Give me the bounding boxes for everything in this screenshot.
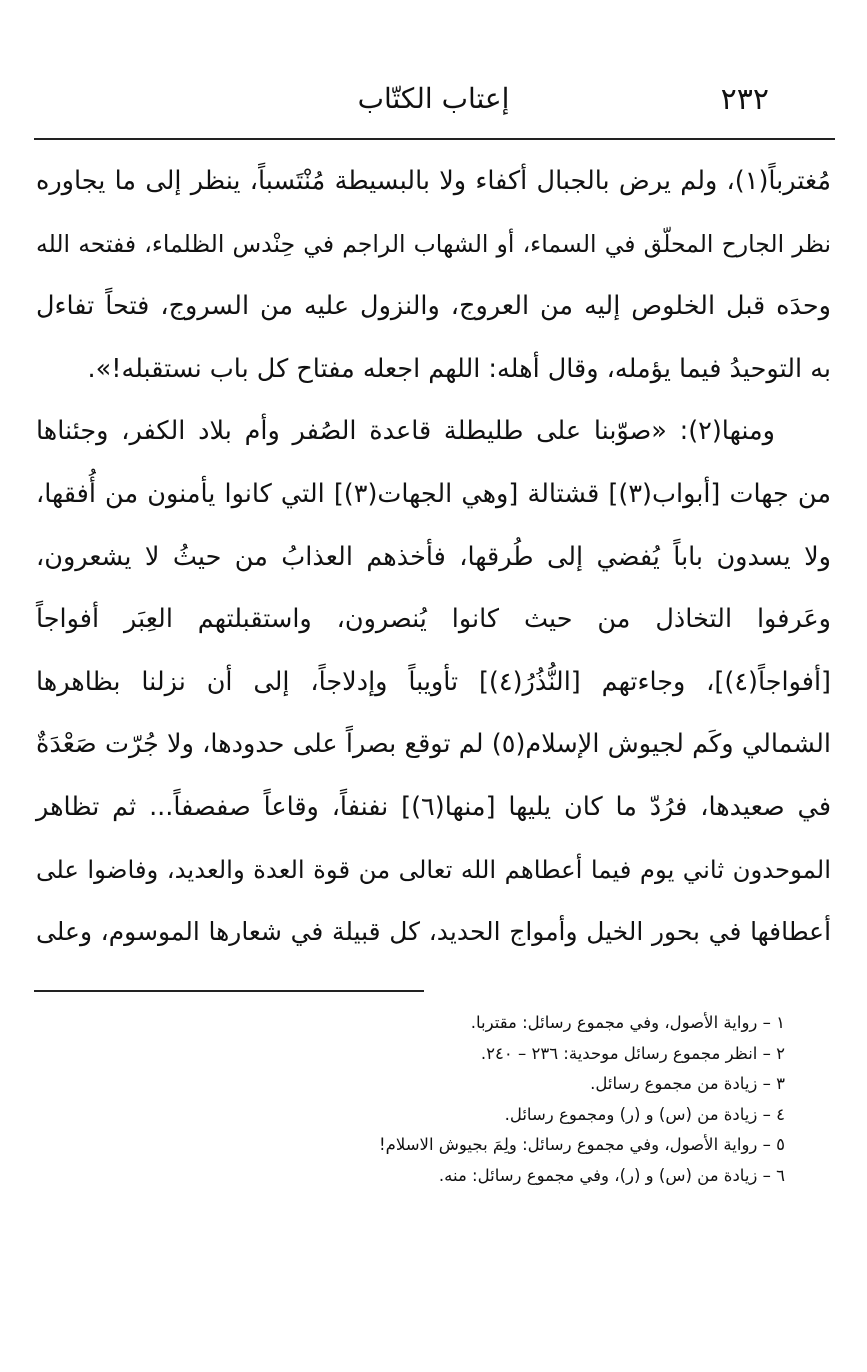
text-line: [أفواجاً(٤)]، وجاءتهم [النُّذُرُ(٤)] تأويباً وإدلاجاً، إلى أن نزلنا بظاهرها [36, 666, 831, 697]
footnote-2: ٢ – انظر مجموع رسائل موحدية: ٢٣٦ – ٢٤٠. [480, 1043, 785, 1063]
text-line: به التوحيدُ فيما يؤمله، وقال أهله: اللهم اجعله مفتاح كل باب نستقبله!». [87, 353, 831, 384]
main-text [36, 150, 831, 964]
footnote-rule [34, 990, 424, 992]
running-title: إعتاب الكتّاب [357, 82, 510, 115]
text-line: وعَرفوا التخاذل من حيث كانوا يُنصرون، واستقبلتهم العِبَر أفواجاً [36, 604, 831, 635]
text-line: ومنها(٢): «صوّبنا على طليطلة قاعدة الصُفر وأم بلاد الكفر، وجئناها [36, 416, 775, 447]
text-line: ولا يسدون باباً يُفضي إلى طُرقها، فأخذهم العذابُ من حيثُ لا يشعرون، [36, 541, 831, 572]
footnote-1: ١ – رواية الأصول، وفي مجموع رسائل: مقتربا. [470, 1013, 785, 1032]
page-number: ٢٣٢ [720, 82, 769, 117]
text-line: في صعيدها، فرُدّ ما كان يليها [منها(٦)] نفنفاً، وقاعاً صفصفاً... ثم تظاهر [36, 791, 832, 822]
footnote-6: ٦ – زيادة من (س) و (ر)، وفي مجموع رسائل: منه. [438, 1165, 785, 1185]
text-line: نظر الجارح المحلّق في السماء، أو الشهاب الراجم في حِنْدس الظلماء، ففتحه الله [36, 229, 831, 258]
text-line: وحدَه قبل الخلوص إليه من العروج، والنزول عليه من السروج، فتحاً تفاءل [36, 291, 831, 322]
footnote-4: ٤ – زيادة من (س) و (ر) ومجموع رسائل. [504, 1104, 785, 1124]
page-header [40, 78, 827, 128]
text-line: من جهات [أبواب(٣)] قشتالة [وهي الجهات(٣)] التي كانوا يأمنون من أُفقها، [36, 478, 831, 509]
text-line: الموحدون ثاني يوم فيما أعطاهم الله تعالى من قوة العدة والعديد، وفاضوا على [36, 854, 831, 884]
footnotes [60, 1008, 785, 1191]
text-line: الشمالي وكَم لجيوش الإسلام(٥) لم توقع بصراً على حدودها، ولا جُرّت صَعْدَةٌ [36, 729, 831, 760]
header-rule [34, 138, 835, 140]
text-line: مُغترباً(١)، ولم يرض بالجبال أكفاء ولا بالبسيطة مُنْتَسباً، ينظر إلى ما يجاوره [36, 166, 831, 196]
footnote-5: ٥ – رواية الأصول، وفي مجموع رسائل: ولِمَ بجيوش الاسلام! [379, 1135, 785, 1154]
footnote-3: ٣ – زيادة من مجموع رسائل. [590, 1074, 785, 1093]
text-line: أعطافها في بحور الخيل وأمواج الحديد، كل قبيلة في شعارها الموسوم، وعلى [36, 917, 831, 947]
